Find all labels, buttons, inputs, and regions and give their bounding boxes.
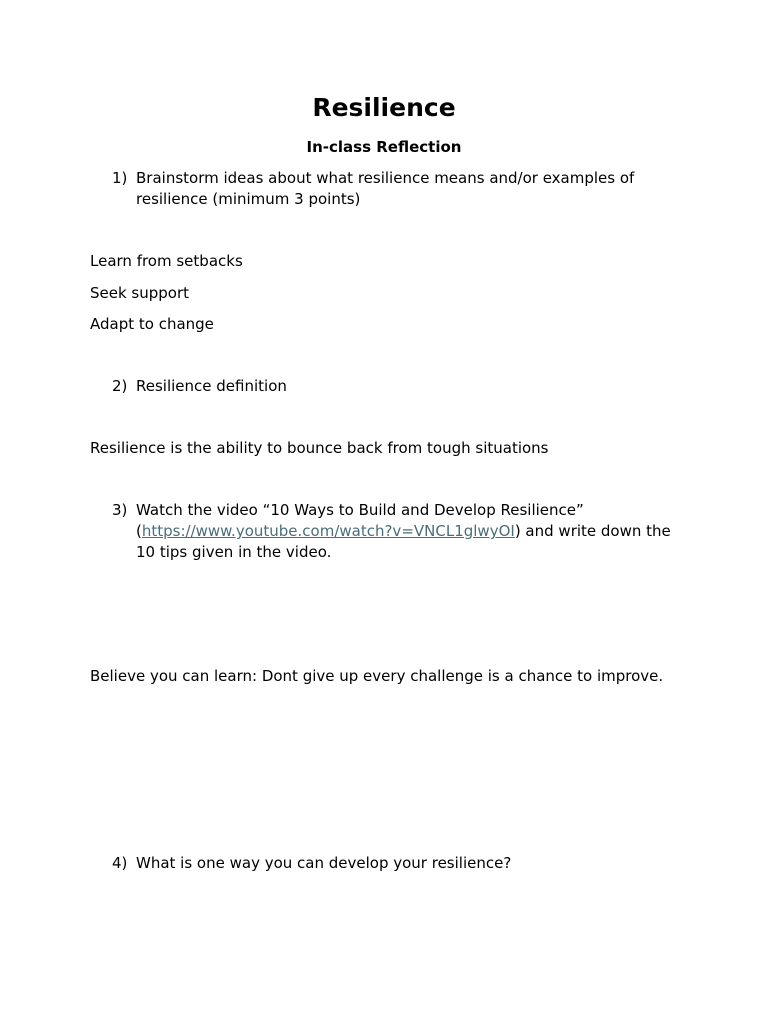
question-4-text: What is one way you can develop your resilience? <box>136 854 512 872</box>
question-1-text: Brainstorm ideas about what resilience means and/or examples of resilience (minimum 3 points) <box>136 169 635 208</box>
question-1-number: 1) <box>112 169 128 187</box>
question-2-text: Resilience definition <box>136 377 287 395</box>
question-2-number: 2) <box>112 377 128 395</box>
question-4-number: 4) <box>112 854 128 872</box>
question-3-after-link: ) and write down the <box>514 522 671 540</box>
answer-1-item-3: Adapt to change <box>90 315 214 333</box>
question-3-line-1: Watch the video “10 Ways to Build and Develop Resilience” <box>136 501 584 519</box>
question-3-line-3: 10 tips given in the video. <box>136 543 332 561</box>
question-3-line-2 <box>136 521 671 542</box>
answer-3: Believe you can learn: Dont give up every challenge is a chance to improve. <box>90 667 664 685</box>
video-link[interactable]: https://www.youtube.com/watch?v=VNCL1glwyOI <box>141 522 515 540</box>
answer-2: Resilience is the ability to bounce back from tough situations <box>90 439 549 457</box>
question-3-number: 3) <box>112 501 128 519</box>
question-3-open-paren: ( <box>136 522 142 540</box>
answer-1-item-1: Learn from setbacks <box>90 252 243 270</box>
document-subtitle: In-class Reflection <box>306 138 462 156</box>
answer-1-item-2: Seek support <box>90 284 190 302</box>
document-title: Resilience <box>312 93 456 122</box>
